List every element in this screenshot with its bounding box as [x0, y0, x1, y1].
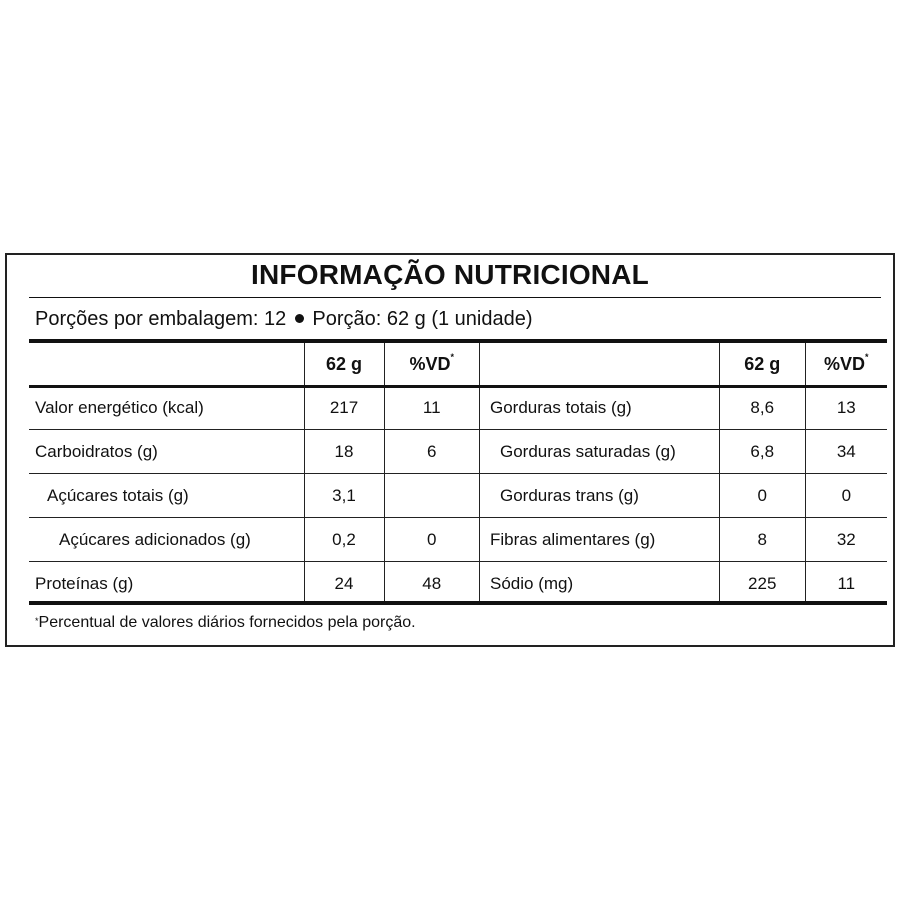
table-row — [480, 386, 888, 430]
nutrient-label: Proteínas (g) — [35, 573, 134, 593]
table-row — [29, 430, 479, 474]
nutrient-label: Gorduras trans (g) — [480, 474, 720, 518]
nutrient-amount: 24 — [304, 562, 384, 606]
table-row — [480, 474, 888, 518]
title-divider — [29, 297, 881, 298]
nutrient-label: Carboidratos (g) — [29, 430, 304, 474]
nutrient-vd: 6 — [384, 430, 479, 474]
nutrient-vd: 32 — [805, 518, 887, 562]
table-row — [480, 562, 888, 606]
right-header-divider — [479, 385, 887, 388]
nutrient-vd: 11 — [384, 386, 479, 430]
nutrient-amount: 0 — [719, 474, 805, 518]
table-header-row — [480, 343, 888, 386]
nutrients-table-left — [29, 343, 479, 605]
nutrient-amount: 8 — [719, 518, 805, 562]
nutrient-amount: 18 — [304, 430, 384, 474]
nutrient-vd: 48 — [384, 562, 479, 606]
header-blank — [29, 343, 304, 386]
nutrient-amount: 0,2 — [304, 518, 384, 562]
portion-info — [35, 304, 533, 334]
nutrient-label: Fibras alimentares (g) — [480, 518, 720, 562]
nutrient-vd: 34 — [805, 430, 887, 474]
nutrient-amount: 3,1 — [304, 474, 384, 518]
header-blank — [480, 343, 720, 386]
nutrient-amount: 6,8 — [719, 430, 805, 474]
table-row — [29, 474, 479, 518]
nutrient-amount: 8,6 — [719, 386, 805, 430]
footnote-text: Percentual de valores diários fornecidos pela porção. — [38, 614, 416, 631]
nutrient-label: Açúcares totais (g) — [29, 474, 304, 518]
footnote-mark: * — [35, 616, 39, 626]
nutrient-vd: 11 — [805, 562, 887, 606]
nutrient-label: Gorduras totais (g) — [480, 386, 720, 430]
nutrient-amount: 225 — [719, 562, 805, 606]
nutrient-vd: 13 — [805, 386, 887, 430]
nutrition-facts-panel — [5, 253, 895, 647]
table-row — [29, 562, 479, 606]
footnote — [35, 611, 416, 635]
nutrient-label: Valor energético (kcal) — [29, 386, 304, 430]
header-amount: 62 g — [304, 343, 384, 386]
header-vd: %VD* — [384, 343, 479, 386]
table-header-row — [29, 343, 479, 386]
nutrient-vd: 0 — [384, 518, 479, 562]
nutrient-vd — [384, 474, 479, 518]
header-vd: %VD* — [805, 343, 887, 386]
header-amount: 62 g — [719, 343, 805, 386]
nutrient-amount: 217 — [304, 386, 384, 430]
nutrient-vd: 0 — [805, 474, 887, 518]
left-bottom-divider — [29, 601, 479, 605]
table-row — [29, 386, 479, 430]
nutrient-label: Sódio (mg) — [480, 562, 720, 606]
right-bottom-divider — [479, 601, 887, 605]
bullet-icon — [295, 314, 304, 323]
serving-size: Porção: 62 g (1 unidade) — [312, 308, 533, 330]
servings-per-package: Porções por embalagem: 12 — [35, 308, 287, 330]
nutrient-label: Gorduras saturadas (g) — [480, 430, 720, 474]
nutrients-table-right — [479, 343, 887, 605]
nutrient-label: Açúcares adicionados (g) — [29, 518, 304, 562]
table-row — [480, 518, 888, 562]
table-row — [29, 518, 479, 562]
table-row — [480, 430, 888, 474]
left-header-divider — [29, 385, 479, 388]
label-title: INFORMAÇÃO NUTRICIONAL — [251, 259, 649, 290]
